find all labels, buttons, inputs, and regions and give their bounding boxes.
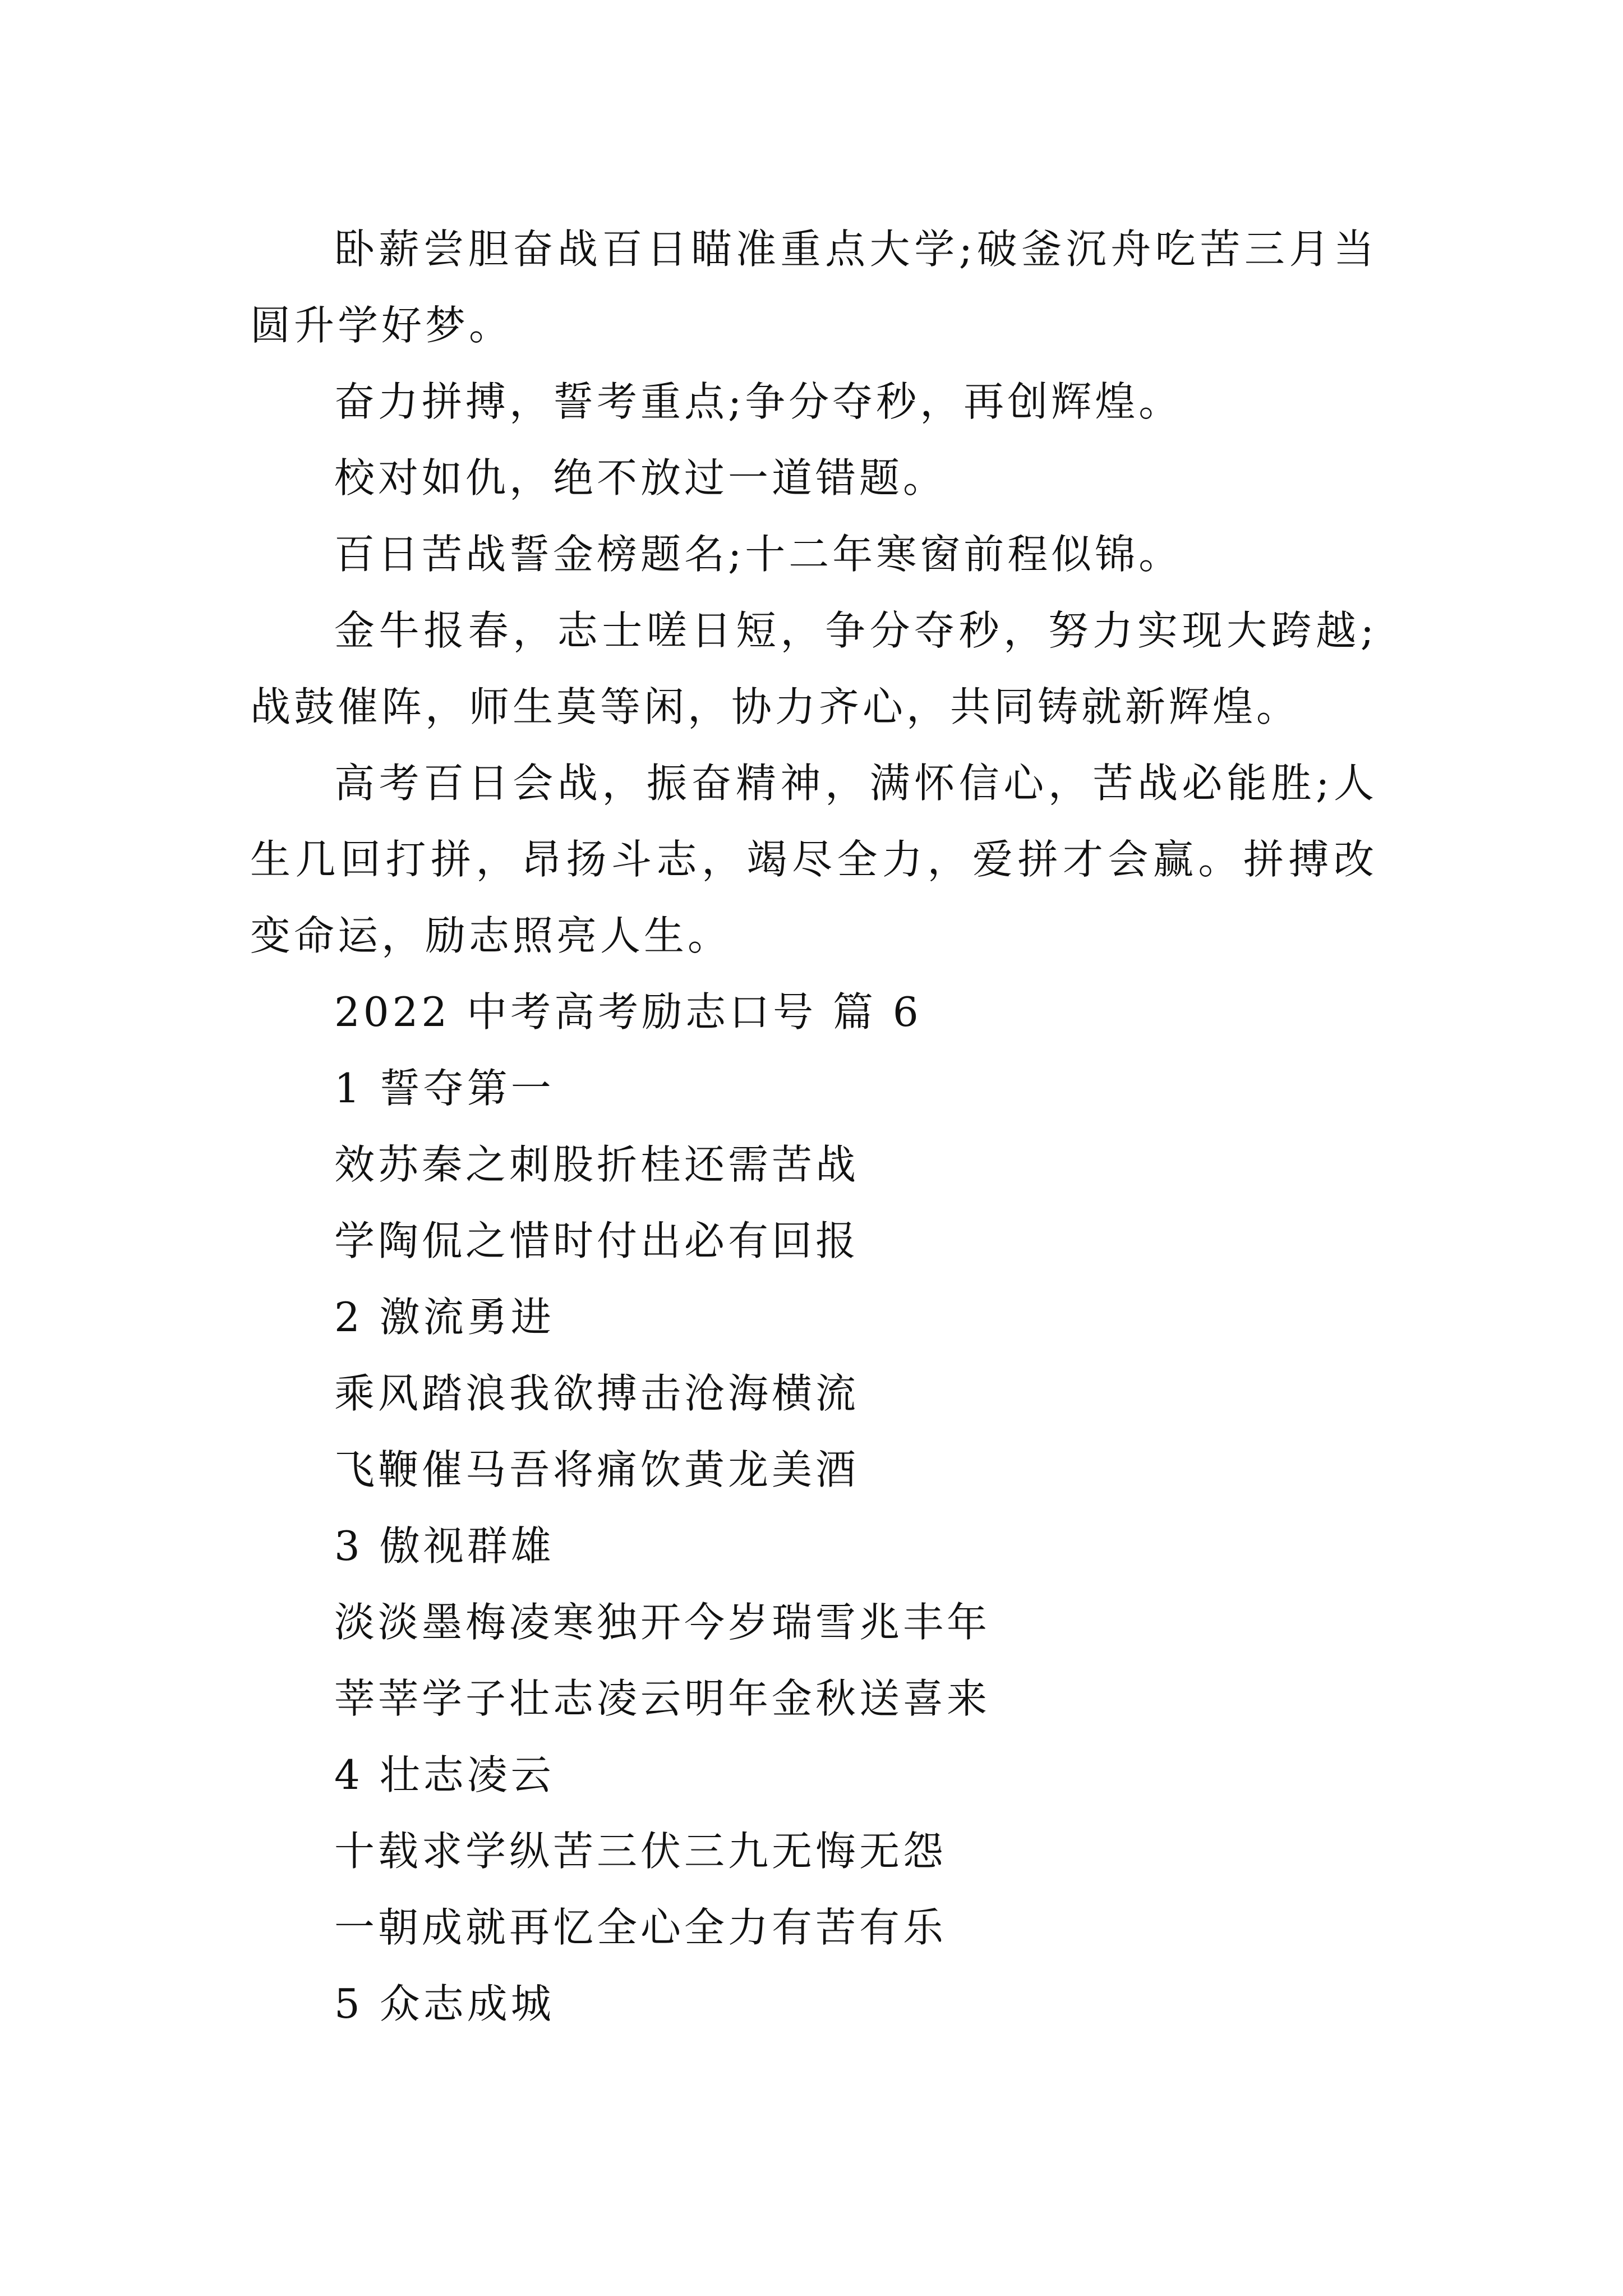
- slogan-heading: 3 傲视群雄: [334, 1522, 555, 1570]
- slogan-heading: 4 壮志凌云: [334, 1751, 555, 1798]
- slogan-line: 效苏秦之刺股折桂还需苦战: [334, 1141, 860, 1188]
- paragraph: 百日苦战誓金榜题名;十二年寒窗前程似锦。: [334, 531, 1183, 578]
- paragraph: 卧薪尝胆奋战百日瞄准重点大学;破釜沉舟吃苦三月当圆升学好梦。: [250, 226, 1377, 349]
- slogan-line: 学陶侃之惜时付出必有回报: [334, 1217, 860, 1264]
- slogan-line: 莘莘学子壮志凌云明年金秋送喜来: [334, 1675, 991, 1722]
- slogan-heading: 5 众志成城: [334, 1980, 555, 2027]
- paragraph: 校对如仇，绝不放过一道错题。: [334, 454, 947, 501]
- slogan-line: 乘风踏浪我欲搏击沧海横流: [334, 1370, 860, 1417]
- slogan-line: 十载求学纵苦三伏三九无悔无怨: [334, 1828, 947, 1875]
- section-title: 2022 中考高考励志口号 篇 6: [334, 988, 922, 1036]
- paragraph: 奋力拼搏，誓考重点;争分夺秒，再创辉煌。: [334, 378, 1183, 425]
- paragraph: 金牛报春，志士嗟日短，争分夺秒，努力实现大跨越;战鼓催阵，师生莫等闲，协力齐心，共同铸就新辉煌。: [250, 607, 1377, 730]
- slogan-line: 飞鞭催马吾将痛饮黄龙美酒: [334, 1446, 860, 1493]
- slogan-heading: 1 誓夺第一: [334, 1065, 555, 1112]
- slogan-heading: 2 激流勇进: [334, 1294, 555, 1341]
- slogan-line: 一朝成就再忆全心全力有苦有乐: [334, 1904, 947, 1951]
- slogan-line: 淡淡墨梅凌寒独开今岁瑞雪兆丰年: [334, 1599, 991, 1646]
- document-body: [250, 211, 1377, 2042]
- paragraph: 高考百日会战，振奋精神，满怀信心，苦战必能胜;人生几回打拼，昂扬斗志，竭尽全力，爱拼才会赢。拼搏改变命运，励志照亮人生。: [250, 760, 1377, 959]
